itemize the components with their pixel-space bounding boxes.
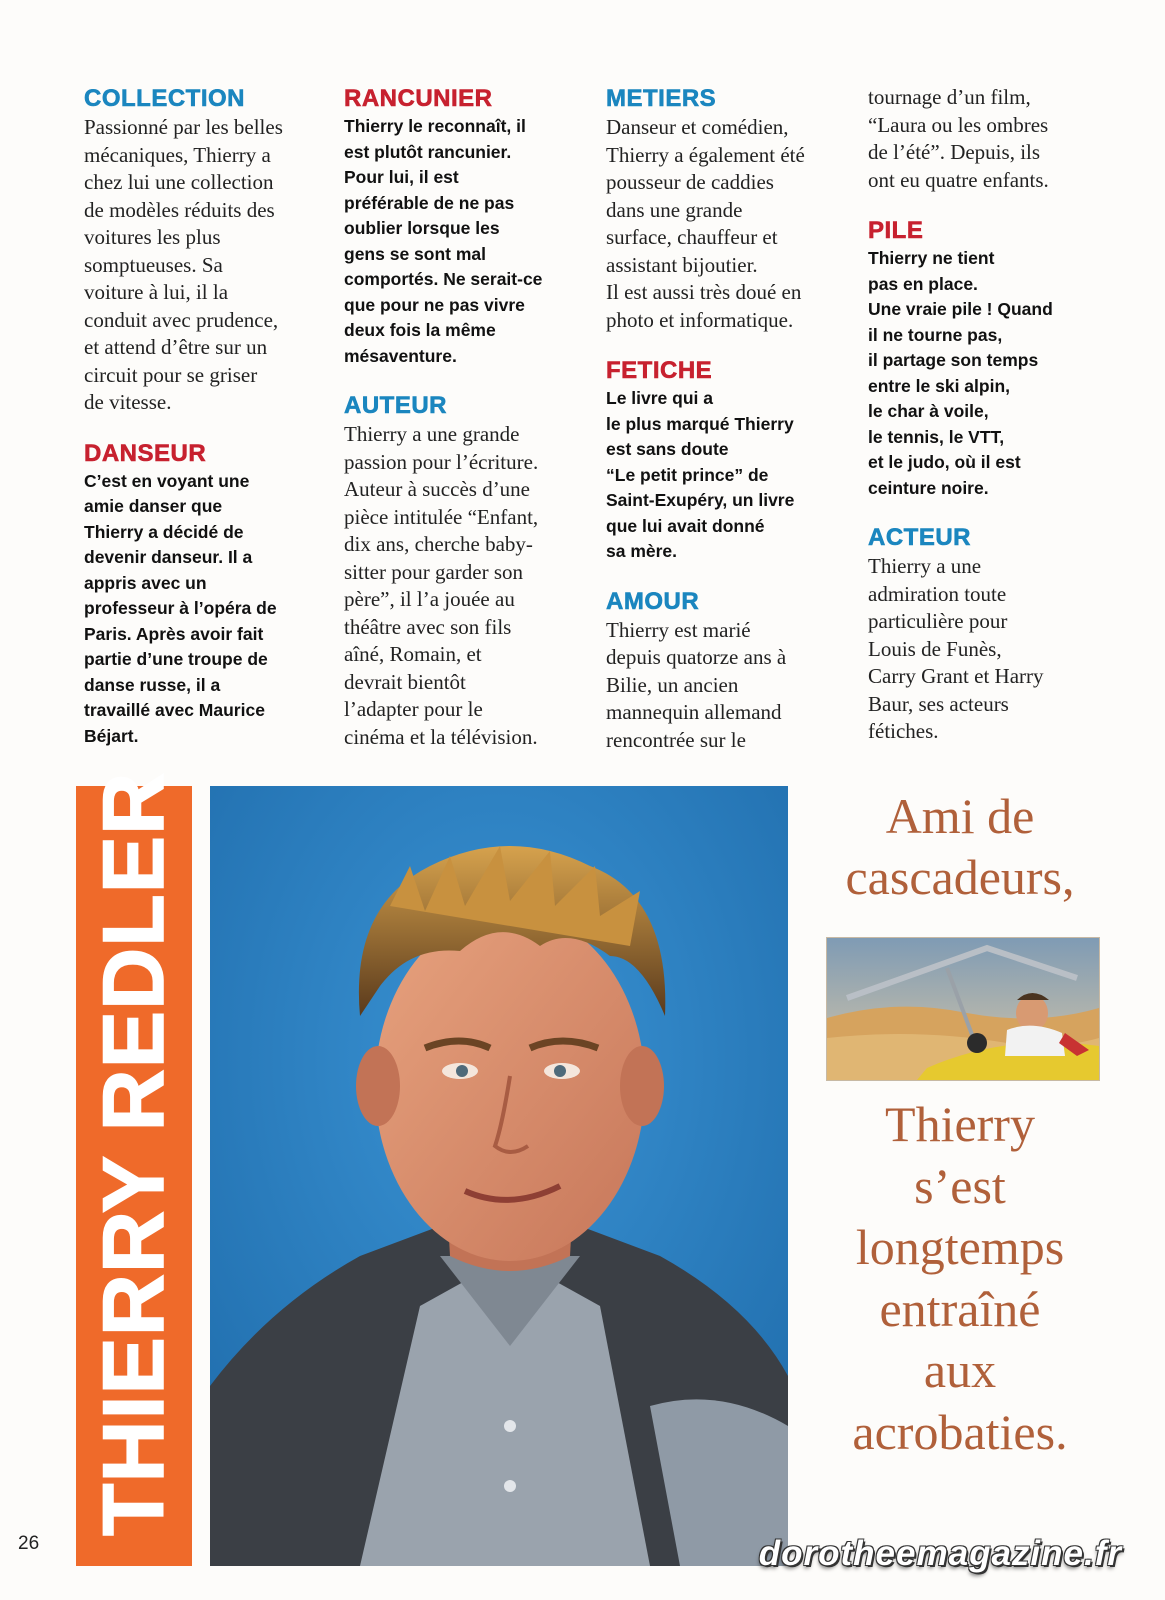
text-line: il partage son temps bbox=[868, 350, 1039, 370]
text-line: voiture à lui, il la bbox=[84, 280, 229, 304]
text-line: cinéma et la télévision. bbox=[344, 724, 538, 749]
section-body bbox=[344, 114, 584, 369]
text-line: Béjart. bbox=[84, 725, 139, 746]
text-line: depuis quatorze ans à bbox=[606, 645, 787, 669]
text-line: gens se sont mal bbox=[344, 243, 486, 264]
text-line: mécaniques, Thierry a bbox=[84, 142, 271, 167]
section-heading: PILE bbox=[868, 217, 924, 244]
text-line: père”, il l’a jouée au bbox=[344, 587, 515, 611]
section-danseur bbox=[84, 439, 324, 750]
text-line: pousseur de caddies bbox=[606, 170, 774, 194]
text-line: est plutôt rancunier. bbox=[344, 141, 512, 162]
section-heading: RANCUNIER bbox=[344, 85, 493, 112]
text-line: mésaventure. bbox=[344, 345, 457, 366]
text-line: Thierry a une grande bbox=[344, 422, 520, 446]
text-line: Thierry a également été bbox=[606, 142, 805, 167]
text-line: théâtre avec son fils bbox=[344, 614, 512, 639]
section-amour-continued bbox=[868, 84, 1118, 194]
text-line: Paris. Après avoir fait bbox=[84, 623, 264, 644]
text-line: tournage d’un film, bbox=[868, 85, 1031, 109]
text-line: C’est en voyant une bbox=[84, 470, 250, 491]
section-heading: COLLECTION bbox=[84, 85, 245, 112]
section-heading: ACTEUR bbox=[868, 524, 971, 551]
text-line: mannequin allemand bbox=[606, 700, 782, 724]
section-metiers bbox=[606, 84, 856, 334]
section-body bbox=[606, 386, 856, 565]
text-line: dans une grande bbox=[606, 197, 743, 222]
text-line: rencontrée sur le bbox=[606, 727, 746, 752]
text-line: deux fois la même bbox=[344, 320, 496, 340]
text-line: préférable de ne pas bbox=[344, 192, 515, 213]
section-amour bbox=[606, 587, 856, 755]
pull-quote-line: entraîné bbox=[879, 1280, 1041, 1337]
pull-quote-line: acrobaties. bbox=[852, 1403, 1068, 1460]
text-line: Auteur à succès d’une bbox=[344, 477, 531, 501]
text-line: Pour lui, il est bbox=[344, 167, 459, 187]
section-body bbox=[868, 84, 1118, 194]
text-line: Carry Grant et Harry bbox=[868, 664, 1044, 688]
text-line: Baur, ses acteurs bbox=[868, 691, 1009, 716]
site-watermark: dorotheemagazine.fr bbox=[758, 1534, 1122, 1573]
text-line: Thierry a décidé de bbox=[84, 521, 244, 542]
text-line: est sans doute bbox=[606, 439, 729, 459]
text-line: Une vraie pile ! Quand bbox=[868, 299, 1053, 319]
section-heading: DANSEUR bbox=[84, 439, 207, 467]
column-2 bbox=[344, 84, 584, 773]
text-line: Thierry est marié bbox=[606, 617, 751, 642]
text-line: circuit pour se griser bbox=[84, 362, 258, 387]
text-line: ont eu quatre enfants. bbox=[868, 167, 1049, 192]
pull-quote-bottom bbox=[810, 1094, 1110, 1463]
section-body bbox=[868, 553, 1118, 746]
text-line: pas en place. bbox=[868, 273, 978, 294]
page-number: 26 bbox=[18, 1533, 40, 1554]
section-acteur bbox=[868, 523, 1118, 746]
portrait-illustration bbox=[210, 786, 788, 1566]
text-line: que lui avait donné bbox=[606, 515, 765, 536]
pull-quote-line: longtemps bbox=[855, 1219, 1065, 1275]
text-line: l’adapter pour le bbox=[344, 697, 483, 721]
text-line: oublier lorsque les bbox=[344, 218, 500, 238]
text-line: admiration toute bbox=[868, 581, 1007, 606]
portrait-photo bbox=[210, 786, 788, 1566]
section-rancunier bbox=[344, 84, 584, 369]
text-line: Danseur et comédien, bbox=[606, 115, 789, 139]
section-body bbox=[344, 421, 584, 751]
section-pile bbox=[868, 216, 1118, 501]
text-line: entre le ski alpin, bbox=[868, 375, 1010, 396]
text-line: Passionné par les belles bbox=[84, 115, 283, 139]
text-line: sa mère. bbox=[606, 541, 678, 561]
text-line: fétiches. bbox=[868, 719, 939, 743]
column-1 bbox=[84, 84, 324, 771]
text-line: et attend d’être sur un bbox=[84, 335, 268, 359]
text-line: appris avec un bbox=[84, 572, 207, 593]
text-line: danse russe, il a bbox=[84, 674, 221, 695]
section-body bbox=[868, 246, 1118, 501]
text-line: “Le petit prince” de bbox=[606, 464, 769, 485]
section-fetiche bbox=[606, 356, 856, 565]
pull-quote-line: Ami de bbox=[885, 788, 1035, 844]
section-body bbox=[84, 469, 324, 750]
text-line: assistant bijoutier. bbox=[606, 252, 758, 277]
text-line: et le judo, où il est bbox=[868, 452, 1021, 472]
text-line: le plus marqué Thierry bbox=[606, 413, 794, 434]
text-line: de l’été”. Depuis, ils bbox=[868, 140, 1041, 164]
pull-quote-line: Thierry bbox=[885, 1096, 1035, 1152]
text-line: le tennis, le VTT, bbox=[868, 426, 1005, 447]
text-line: Thierry a une bbox=[868, 554, 982, 578]
text-line: Thierry le reconnaît, il bbox=[344, 116, 526, 136]
text-line: passion pour l’écriture. bbox=[344, 449, 539, 474]
pull-quote-line: cascadeurs, bbox=[845, 849, 1075, 905]
text-line: Thierry ne tient bbox=[868, 248, 995, 268]
section-auteur bbox=[344, 391, 584, 751]
text-line: Bilie, un ancien bbox=[606, 672, 739, 697]
text-line: Louis de Funès, bbox=[868, 636, 1002, 661]
text-line: photo et informatique. bbox=[606, 307, 794, 332]
text-line: il ne tourne pas, bbox=[868, 324, 1003, 345]
text-line: dix ans, cherche baby- bbox=[344, 532, 533, 556]
section-heading: AUTEUR bbox=[344, 392, 447, 419]
text-line: chez lui une collection bbox=[84, 170, 274, 194]
text-line: Il est aussi très doué en bbox=[606, 280, 802, 304]
text-line: Saint-Exupéry, un livre bbox=[606, 490, 795, 510]
text-line: comportés. Ne serait-ce bbox=[344, 269, 543, 289]
text-line: surface, chauffeur et bbox=[606, 225, 778, 249]
text-line: de vitesse. bbox=[84, 390, 172, 414]
pull-quote-line: aux bbox=[923, 1342, 997, 1398]
text-line: partie d’une troupe de bbox=[84, 649, 268, 669]
text-line: conduit avec prudence, bbox=[84, 307, 279, 332]
column-3 bbox=[606, 84, 856, 776]
section-heading: METIERS bbox=[606, 85, 717, 112]
section-body bbox=[606, 617, 856, 755]
text-line: le char à voile, bbox=[868, 401, 989, 421]
text-line: voitures les plus bbox=[84, 225, 221, 249]
glider-photo bbox=[826, 937, 1100, 1081]
text-line: somptueuses. Sa bbox=[84, 252, 223, 277]
section-heading: FETICHE bbox=[606, 357, 713, 384]
text-line: ceinture noire. bbox=[868, 477, 989, 498]
text-line: devenir danseur. Il a bbox=[84, 547, 253, 567]
section-body bbox=[606, 114, 856, 334]
text-line: sitter pour garder son bbox=[344, 559, 524, 584]
text-line: “Laura ou les ombres bbox=[868, 112, 1049, 137]
text-line: de modèles réduits des bbox=[84, 197, 275, 222]
text-line: particulière pour bbox=[868, 609, 1008, 633]
section-body bbox=[84, 114, 324, 417]
column-4 bbox=[868, 84, 1118, 768]
pull-quote-top bbox=[810, 786, 1110, 908]
text-line: pièce intitulée “Enfant, bbox=[344, 504, 539, 529]
text-line: devrait bientôt bbox=[344, 669, 466, 694]
section-heading: AMOUR bbox=[606, 587, 700, 615]
text-line: professeur à l’opéra de bbox=[84, 598, 277, 618]
pull-quote-line: s’est bbox=[914, 1157, 1006, 1214]
glider-illustration bbox=[827, 938, 1099, 1080]
text-line: que pour ne pas vivre bbox=[344, 294, 525, 315]
text-line: amie danser que bbox=[84, 496, 223, 516]
name-banner-text: THIERRY REDLER bbox=[86, 771, 182, 1536]
section-collection bbox=[84, 84, 324, 417]
text-line: aîné, Romain, et bbox=[344, 642, 482, 666]
text-line: travaillé avec Maurice bbox=[84, 700, 265, 720]
text-line: Le livre qui a bbox=[606, 388, 713, 408]
